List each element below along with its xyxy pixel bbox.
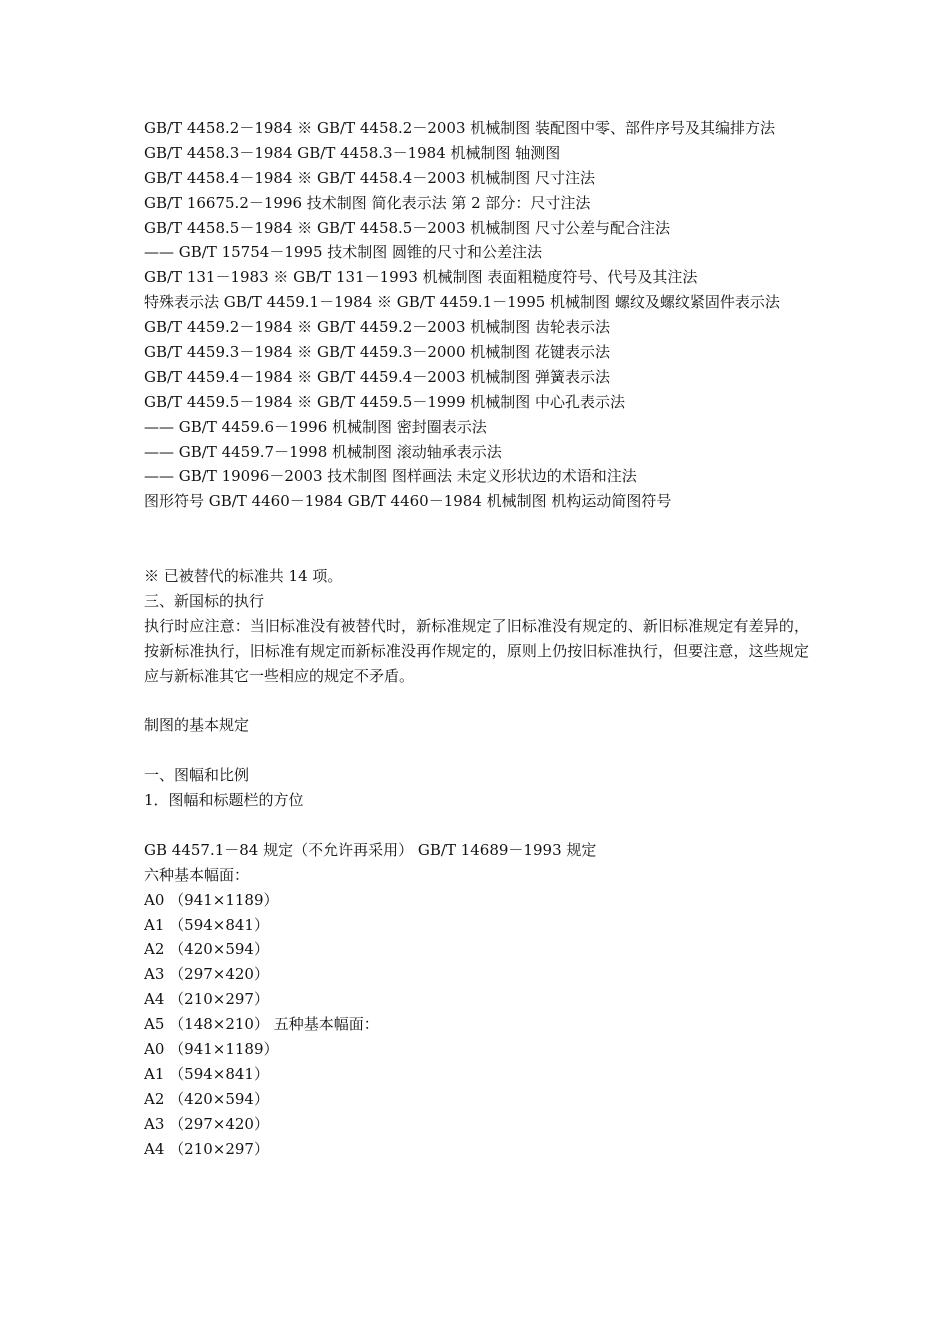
section-paragraph: 执行时应注意：当旧标准没有被替代时，新标准规定了旧标准没有规定的、新旧标准规定有差异的，按新标准执行，旧标准有规定而新标准没再作规定的，原则上仍按旧标准执行，但要注意，这些规定应与新标准其它一些相应的规定不矛盾。: [144, 616, 809, 685]
size-item: A0 （941×1189）: [144, 890, 279, 909]
size-item-a5: A5 （148×210） 五种基本幅面：: [144, 1015, 379, 1034]
size-item: A0 （941×1189）: [144, 1040, 279, 1059]
section-heading: 一、图幅和比例: [144, 766, 250, 785]
spacer: [144, 738, 809, 763]
standard-line: GB/T 16675.2－1996 技术制图 简化表示法 第 2 部分：尺寸注法: [144, 193, 591, 212]
special-representation-line: 特殊表示法 GB/T 4459.1－1984 ※ GB/T 4459.1－1995 机械制图 螺纹及螺纹紧固件表示法: [144, 293, 780, 312]
spacer: [144, 689, 809, 714]
standard-line: GB/T 4458.2－1984 ※ GB/T 4458.2－2003 机械制图 装配图中零、部件序号及其编排方法: [144, 119, 776, 137]
replaced-note: ※ 已被替代的标准共 14 项。: [144, 567, 343, 586]
spacer: [144, 514, 809, 564]
size-item: A3 （297×420）: [144, 965, 269, 984]
section-heading: 三、新国标的执行: [144, 591, 265, 610]
standard-line: —— GB/T 15754－1995 技术制图 圆锥的尺寸和公差注法: [144, 243, 543, 262]
standard-line: GB/T 4458.3－1984 GB/T 4458.3－1984 机械制图 轴测图: [144, 143, 561, 162]
standard-line: —— GB/T 4459.6－1996 机械制图 密封圈表示法: [144, 417, 487, 436]
standard-line: GB/T 4459.5－1984 ※ GB/T 4459.5－1999 机械制图 中心孔表示法: [144, 392, 626, 411]
size-item: A4 （210×297）: [144, 1139, 269, 1158]
size-item: A1 （594×841）: [144, 915, 269, 934]
size-item: A4 （210×297）: [144, 990, 269, 1009]
size-item: A2 （420×594）: [144, 940, 269, 959]
subsection-heading: 1．图幅和标题栏的方位: [144, 791, 304, 810]
standard-line: —— GB/T 19096－2003 技术制图 图样画法 未定义形状边的术语和注法: [144, 467, 637, 486]
gb-rule-line: GB 4457.1－84 规定（不允许再采用） GB/T 14689－1993 规定: [144, 840, 597, 859]
size-item: A2 （420×594）: [144, 1089, 269, 1108]
document-page: [144, 116, 809, 1161]
size-item: A3 （297×420）: [144, 1114, 269, 1133]
standard-line: —— GB/T 4459.7－1998 机械制图 滚动轴承表示法: [144, 442, 502, 461]
standard-line: GB/T 4459.4－1984 ※ GB/T 4459.4－2003 机械制图 弹簧表示法: [144, 367, 611, 386]
chapter-heading: 制图的基本规定: [144, 716, 250, 735]
standard-line: GB/T 4458.5－1984 ※ GB/T 4458.5－2003 机械制图 尺寸公差与配合注法: [144, 218, 671, 237]
standard-line: GB/T 4459.3－1984 ※ GB/T 4459.3－2000 机械制图 花键表示法: [144, 343, 611, 362]
standard-line: 图形符号 GB/T 4460－1984 GB/T 4460－1984 机械制图 机构运动简图符号: [144, 492, 672, 511]
size-item: A1 （594×841）: [144, 1064, 269, 1083]
standard-line: GB/T 131－1983 ※ GB/T 131－1993 机械制图 表面粗糙度符号、代号及其注法: [144, 268, 698, 287]
size-list-label: 六种基本幅面：: [144, 865, 250, 884]
standard-line: GB/T 4459.2－1984 ※ GB/T 4459.2－2003 机械制图 齿轮表示法: [144, 318, 611, 337]
spacer: [144, 813, 809, 838]
standard-line: GB/T 4458.4－1984 ※ GB/T 4458.4－2003 机械制图 尺寸注法: [144, 168, 596, 187]
